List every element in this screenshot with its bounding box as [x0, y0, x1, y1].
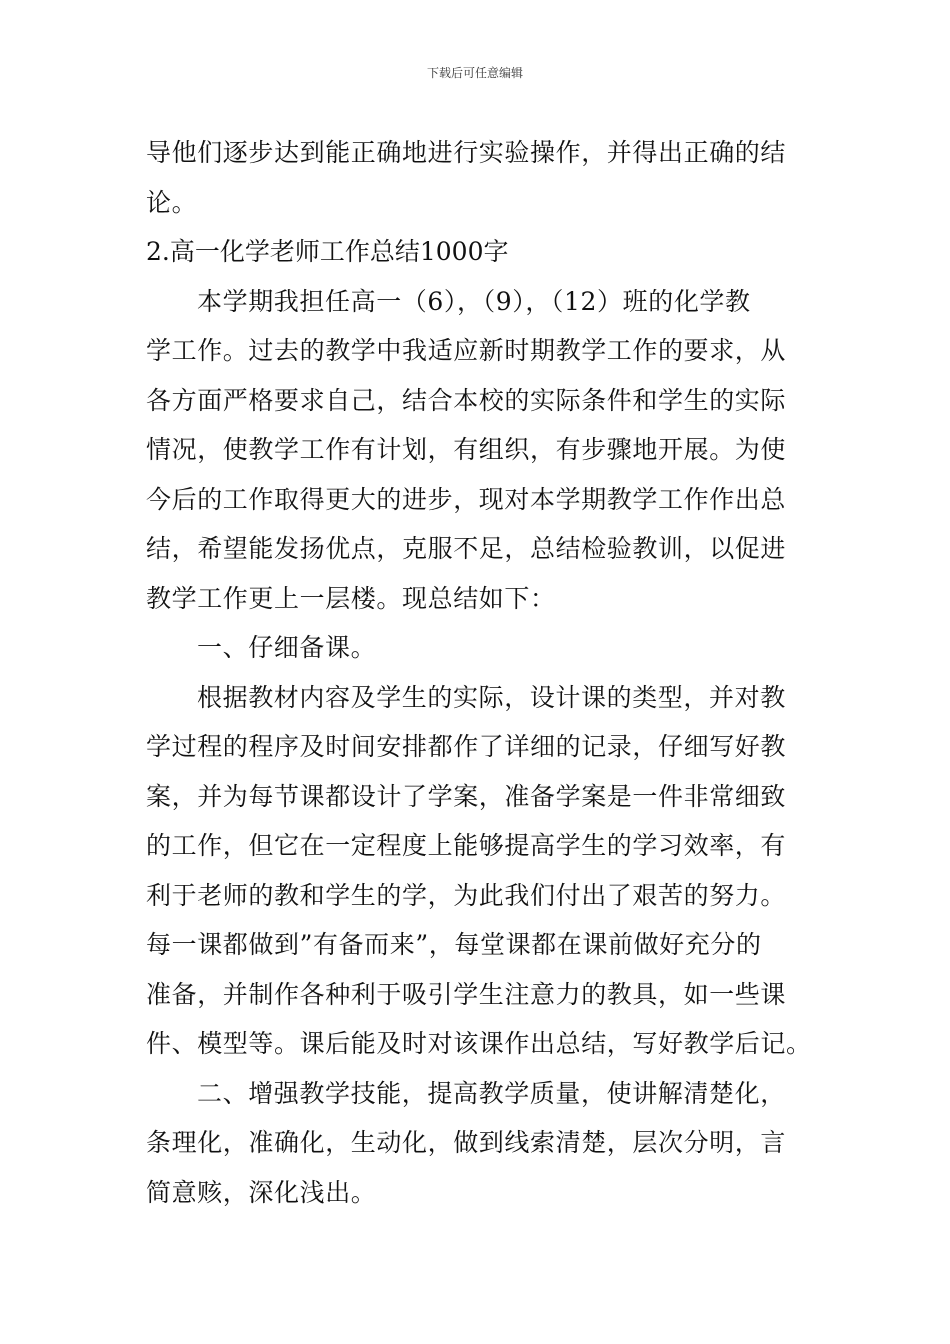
text-line: 本学期我担任高一（6），（9），（12）班的化学教: [197, 286, 751, 316]
text-line: 准备，并制作各种利于吸引学生注意力的教具，如一些课: [146, 979, 787, 1009]
text-line: 件、模型等。课后能及时对该课作出总结，写好教学后记。: [146, 1029, 812, 1058]
text-line: 每一课都做到”有备而来”，每堂课都在课前做好充分的: [146, 930, 762, 959]
section-heading: 2.高一化学老师工作总结1000字: [146, 237, 509, 266]
text-line: 利于老师的教和学生的学，为此我们付出了艰苦的努力。: [146, 880, 787, 910]
text-line: 今后的工作取得更大的进步，现对本学期教学工作作出总: [146, 484, 787, 514]
document-body: [146, 128, 810, 1217]
text-line: 条理化，准确化，生动化，做到线索清楚，层次分明，言: [146, 1128, 787, 1157]
text-line: 学工作。过去的教学中我适应新时期教学工作的要求，从: [146, 336, 787, 365]
text-line: 论。: [146, 187, 198, 217]
text-line: 教学工作更上一层楼。现总结如下：: [146, 583, 556, 613]
text-line: 案，并为每节课都设计了学案，准备学案是一件非常细致: [146, 781, 787, 811]
text-line: 导他们逐步达到能正确地进行实验操作，并得出正确的结: [146, 138, 787, 167]
text-line: 结，希望能发扬优点，克服不足，总结检验教训，以促进: [146, 534, 787, 563]
text-line: 一、仔细备课。: [197, 633, 377, 662]
text-line: 情况，使教学工作有计划，有组织，有步骤地开展。为使: [146, 435, 787, 464]
text-line: 二、增强教学技能，提高教学质量，使讲解清楚化，: [197, 1078, 786, 1108]
page-header: 下载后可任意编辑: [426, 66, 523, 80]
text-line: 根据教材内容及学生的实际，设计课的类型，并对教: [197, 682, 786, 712]
text-line: 的工作，但它在一定程度上能够提高学生的学习效率，有: [146, 831, 787, 860]
text-line: 学过程的程序及时间安排都作了详细的记录，仔细写好教: [146, 732, 787, 761]
text-line: 简意赅，深化浅出。: [146, 1177, 377, 1207]
text-line: 各方面严格要求自己，结合本校的实际条件和学生的实际: [146, 385, 787, 415]
